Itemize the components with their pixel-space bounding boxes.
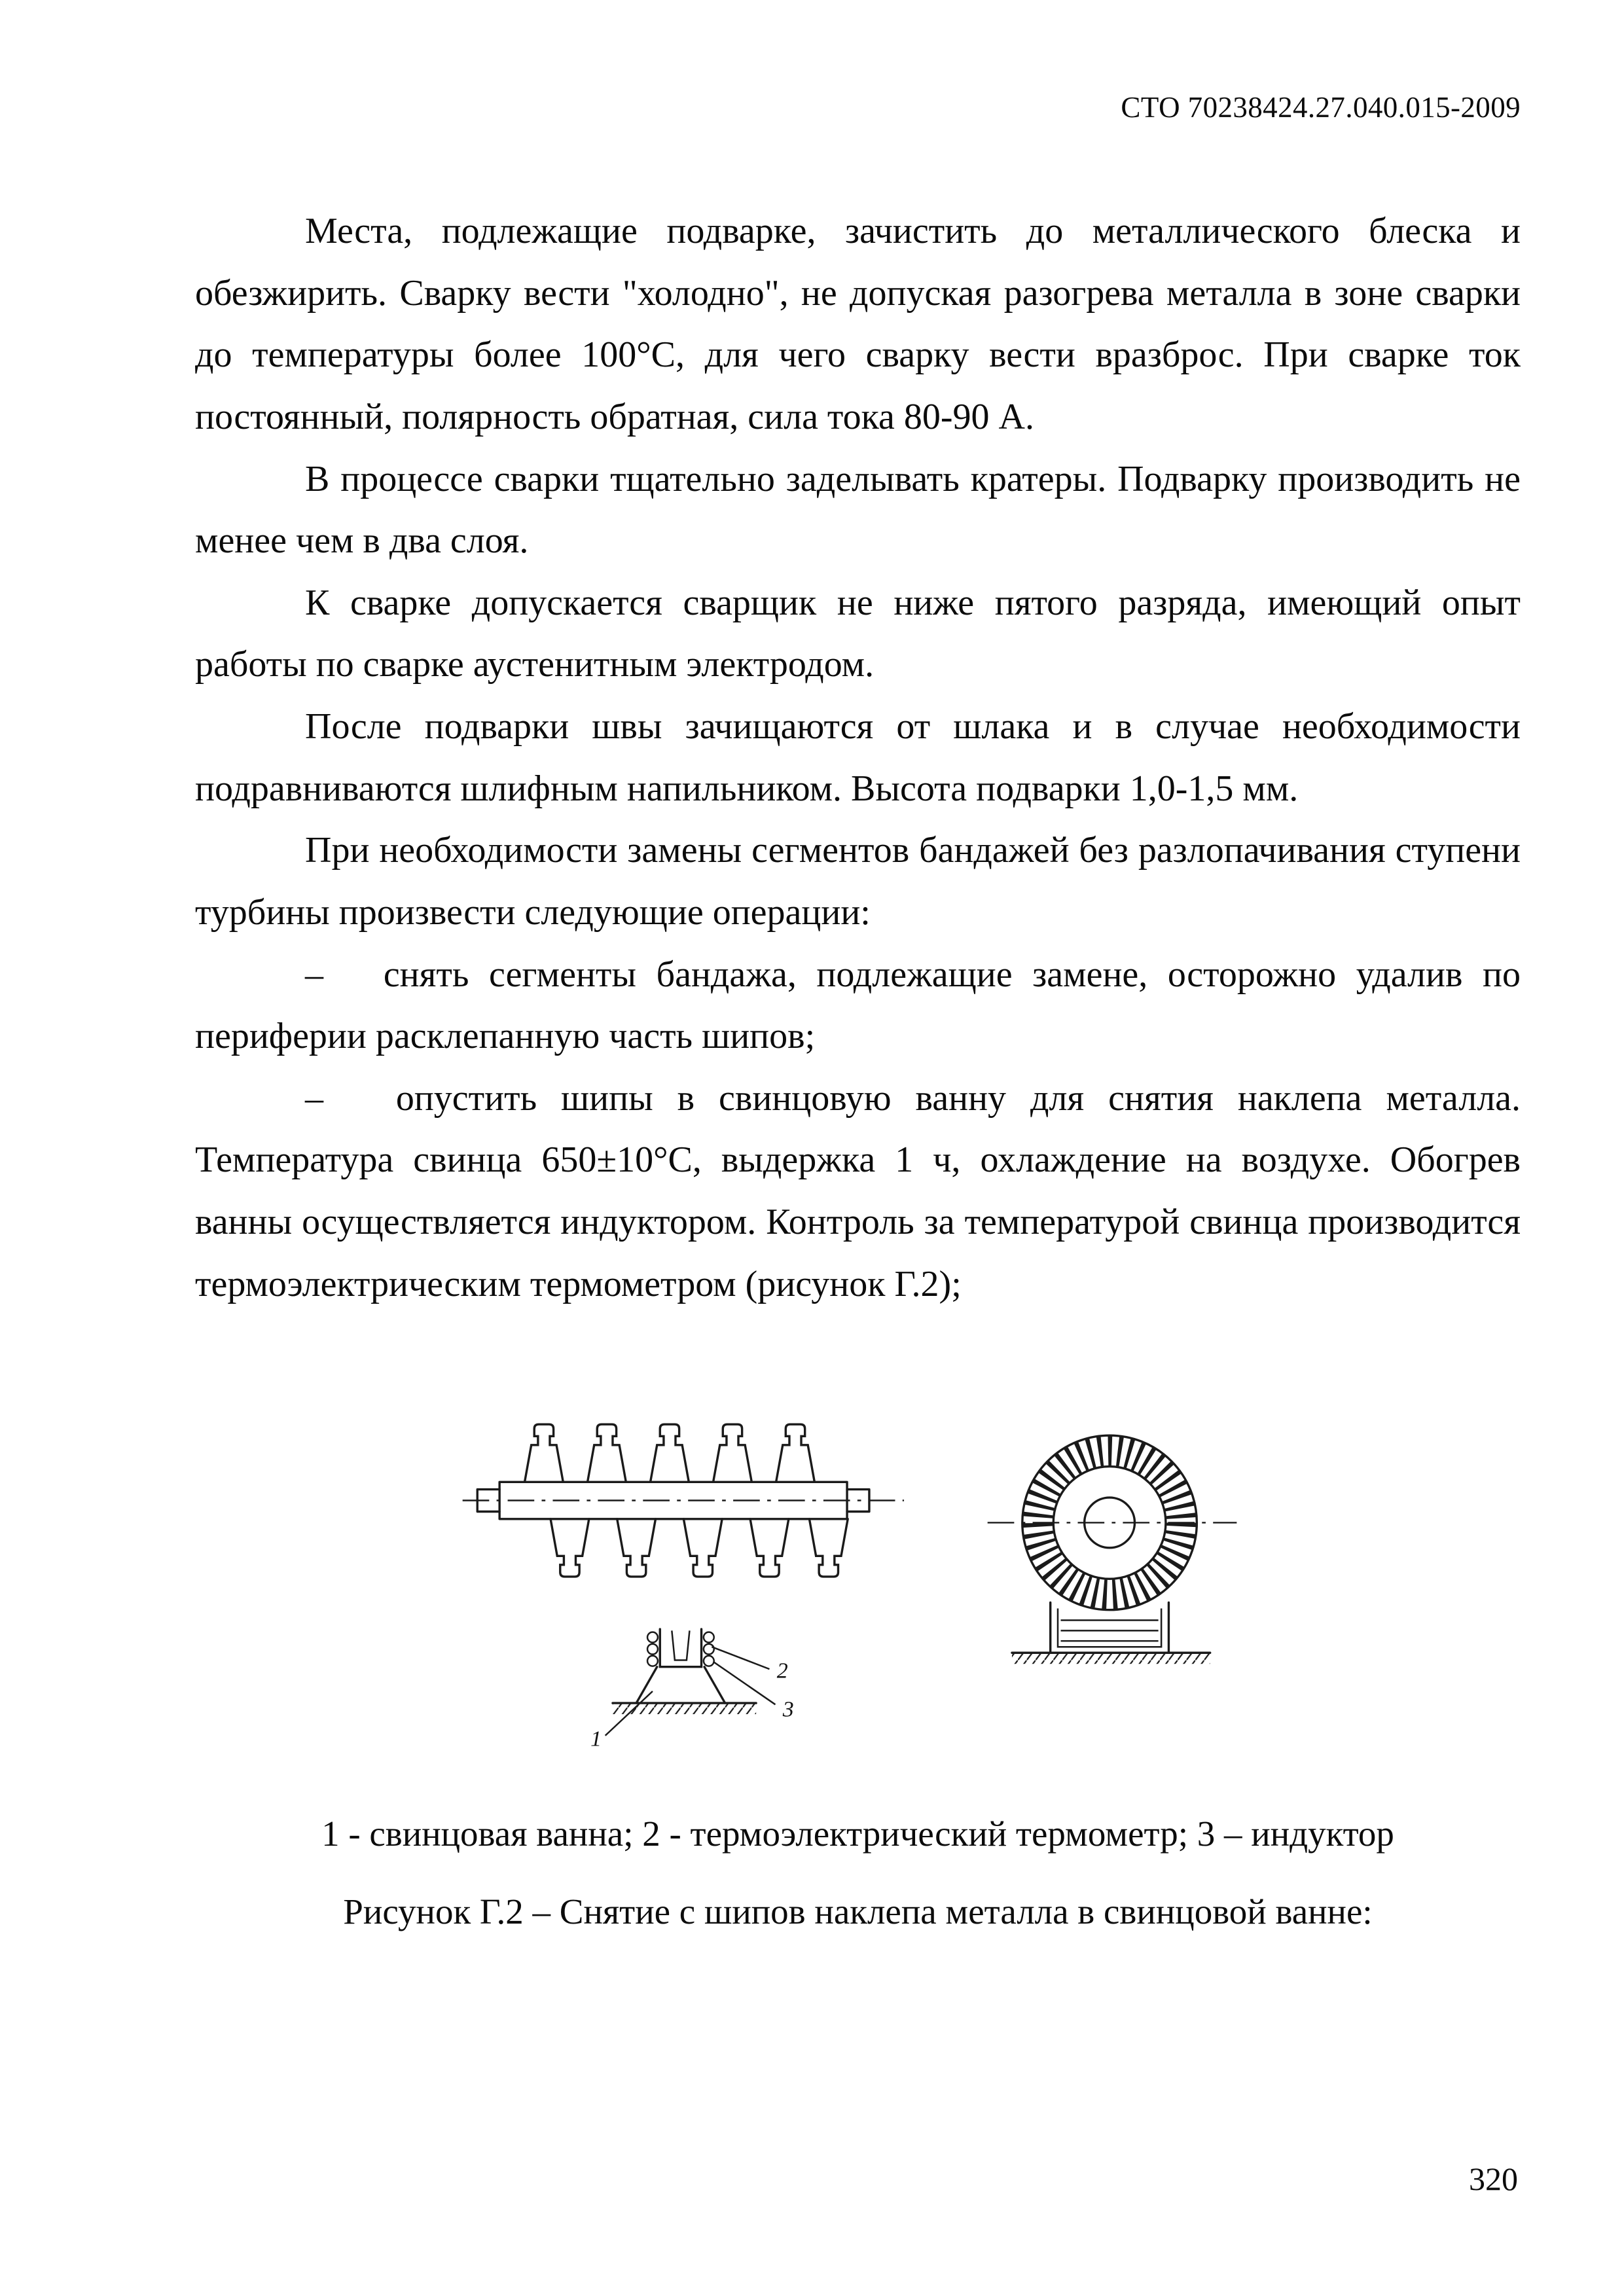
paragraph-4: После подварки швы зачищаются от шлака и в случае необходимости подравниваются шлифным напильником. Высота подварки 1,0-1,5 мм. [195, 706, 1521, 809]
paragraph-3: К сварке допускается сварщик не ниже пятого разряда, имеющий опыт работы по сварке аустенитным электродом. [195, 582, 1521, 685]
figure-label-1: 1 [590, 1727, 602, 1751]
figure-g2 [195, 1412, 1521, 1932]
paragraph-1: Места, подлежащие подварке, зачистить до металлического блеска и обезжирить. Сварку вести "холодно", не допуская разогрева металла в зоне сварки до температуры более 100°С, для чего сварку вести вразброс. При сварке ток постоянный, полярность обратная, сила тока 80-90 А. [195, 211, 1521, 437]
figure-g2-drawing [459, 1412, 1257, 1767]
paragraph-2: В процессе сварки тщательно заделывать кратеры. Подварку производить не менее чем в два слоя. [195, 458, 1521, 562]
figure-legend: 1 - свинцовая ванна; 2 - термоэлектрический термометр; 3 – индуктор [321, 1814, 1394, 1854]
list-item-1: – снять сегменты бандажа, подлежащие замене, осторожно удалив по периферии расклепанную часть шипов; [195, 954, 1521, 1057]
page-number: 320 [1469, 2161, 1518, 2197]
figure-label-2: 2 [776, 1659, 788, 1683]
lead-bath-detail [590, 1629, 794, 1751]
rotor-side-view [462, 1424, 903, 1577]
document-body [195, 200, 1521, 1315]
document-header: СТО 70238424.27.040.015-2009 [1121, 91, 1521, 124]
rotor-end-view [987, 1435, 1236, 1664]
figure-title: Рисунок Г.2 – Снятие с шипов наклепа металла в свинцовой ванне: [343, 1892, 1373, 1932]
paragraph-5: При необходимости замены сегментов бандажей без разлопачивания ступени турбины произвести следующие операции: [195, 830, 1521, 933]
figure-label-3: 3 [782, 1697, 794, 1722]
list-item-2: – опустить шипы в свинцовую ванну для снятия наклепа металла. Температура свинца 650±10°С, выдержка 1 ч, охлаждение на воздухе. Обогрев ванны осуществляется индуктором. Контроль за температурой свинца производится термоэлектрическим термометром (рисунок Г.2); [195, 1077, 1521, 1304]
